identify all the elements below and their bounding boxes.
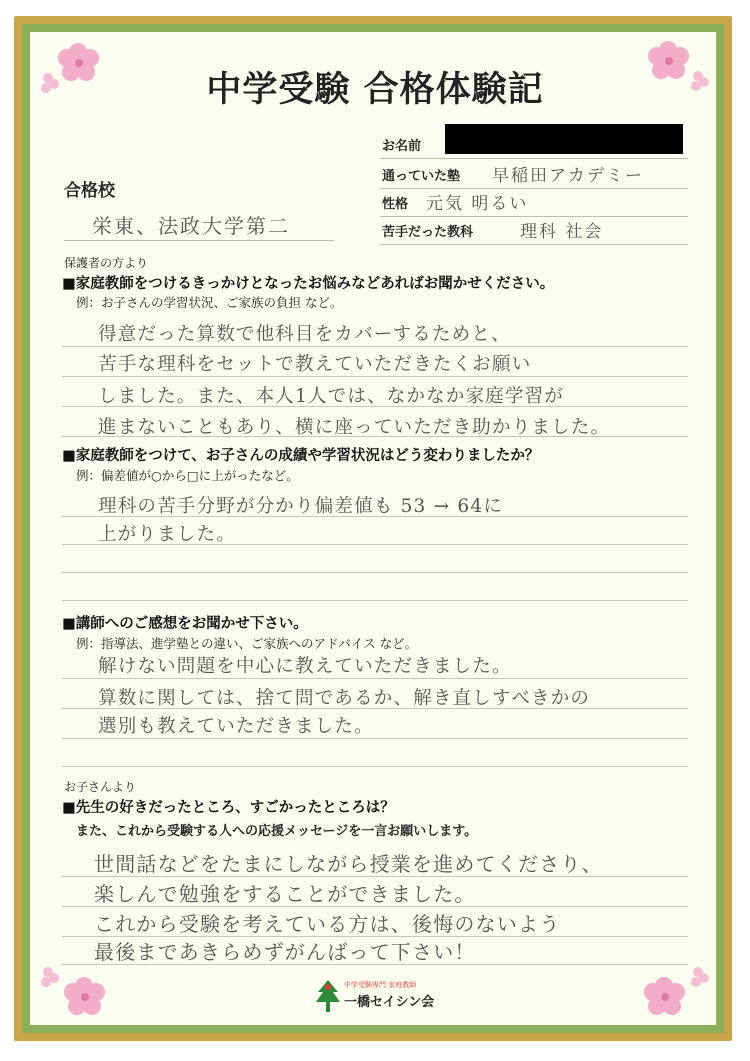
question-4: ■先生の好きだったところ、すごかったところは？ — [62, 800, 395, 816]
personality-row — [380, 186, 688, 217]
cherry-blossom-icon — [636, 958, 716, 1028]
answer-4-line-3: これから受験を考えている方は、後悔のないよう — [94, 912, 561, 936]
answer-3-line-1: 解けない問題を中心に教えていただきました。 — [98, 656, 512, 677]
footer-brand: 一橋セイシン会 — [344, 995, 435, 1010]
school-underline — [64, 240, 334, 241]
answer-1-line-3: しました。また、本人1人では、なかなか家庭学習が — [98, 386, 565, 407]
question-2: ■家庭教師をつけて、お子さんの成績や学習状況はどう変わりましたか？ — [62, 448, 540, 464]
juku-value: 早稲田アカデミー — [492, 166, 644, 186]
question-1-example: 例：お子さんの学習状況、ご家族の負担 など。 — [76, 295, 343, 310]
ruled-line — [62, 600, 688, 601]
ruled-line — [62, 346, 688, 347]
juku-label: 通っていた塾 — [382, 169, 461, 184]
ruled-line — [62, 708, 688, 709]
parent-section-label: 保護者の方より — [64, 256, 149, 270]
school-value: 栄東、法政大学第二 — [92, 214, 290, 238]
ruled-line — [62, 436, 688, 437]
name-label: お名前 — [382, 139, 422, 154]
name-redaction — [445, 124, 683, 154]
question-4-subquestion: また、これから受験する人への応援メッセージを一言お願いします。 — [76, 824, 478, 839]
ruled-line — [62, 766, 688, 767]
page-title: 中学受験 合格体験記 — [206, 70, 544, 110]
answer-1-line-4: 進まないこともあり、横に座っていただき助かりました。 — [98, 417, 611, 438]
ruled-line — [62, 964, 688, 965]
weak-subject-label: 苦手だった教科 — [382, 225, 474, 240]
question-3: ■講師へのご感想をお聞かせ下さい。 — [62, 616, 308, 632]
answer-1-line-2: 苦手な理科をセットで教えていただきたくお願い — [98, 354, 532, 375]
personality-label: 性格 — [382, 197, 409, 212]
school-label: 合格校 — [64, 181, 115, 201]
answer-1-line-1: 得意だった算数で他科目をカバーするためと、 — [98, 324, 511, 345]
ruled-line — [62, 544, 688, 545]
child-section-label: お子さんより — [64, 780, 137, 794]
answer-2-line-1: 理科の苦手分野が分かり偏差値も 53 → 64に — [98, 496, 504, 517]
juku-row — [380, 158, 688, 189]
answer-3-line-2: 算数に関しては、捨て問であるか、解き直しすべきかの — [98, 688, 591, 709]
cherry-blossom-icon — [36, 958, 116, 1028]
ruled-line — [62, 516, 688, 517]
question-3-example: 例：指導法、進学塾との違い、ご家族へのアドバイス など。 — [76, 636, 418, 651]
ruled-line — [62, 572, 688, 573]
question-1: ■家庭教師をつけるきっかけとなったお悩みなどあればお聞かせください。 — [62, 276, 555, 292]
footer-tagline: 中学受験専門 家庭教師 — [344, 981, 417, 989]
ruled-line — [62, 376, 688, 377]
tree-logo-icon — [316, 980, 340, 1012]
answer-3-line-3: 選別も教えていただきました。 — [98, 716, 374, 737]
answer-4-line-1: 世間話などをたまにしながら授業を進めてくださり、 — [94, 852, 603, 876]
answer-2-line-2: 上がりました。 — [98, 524, 236, 545]
personality-value: 元気 明るい — [426, 194, 529, 214]
question-2-example: 例：偏差値が○から□に上がったなど。 — [76, 468, 299, 483]
ruled-line — [62, 406, 688, 407]
weak-subject-value: 理科 社会 — [520, 222, 604, 242]
answer-4-line-4: 最後まであきらめずがんばって下さい！ — [94, 940, 476, 964]
ruled-line — [62, 876, 688, 877]
answer-4-line-2: 楽しんで勉強をすることができました。 — [94, 882, 476, 906]
ruled-line — [62, 678, 688, 679]
ruled-line — [62, 738, 688, 739]
ruled-line — [62, 906, 688, 907]
weak-subject-row — [380, 214, 688, 245]
